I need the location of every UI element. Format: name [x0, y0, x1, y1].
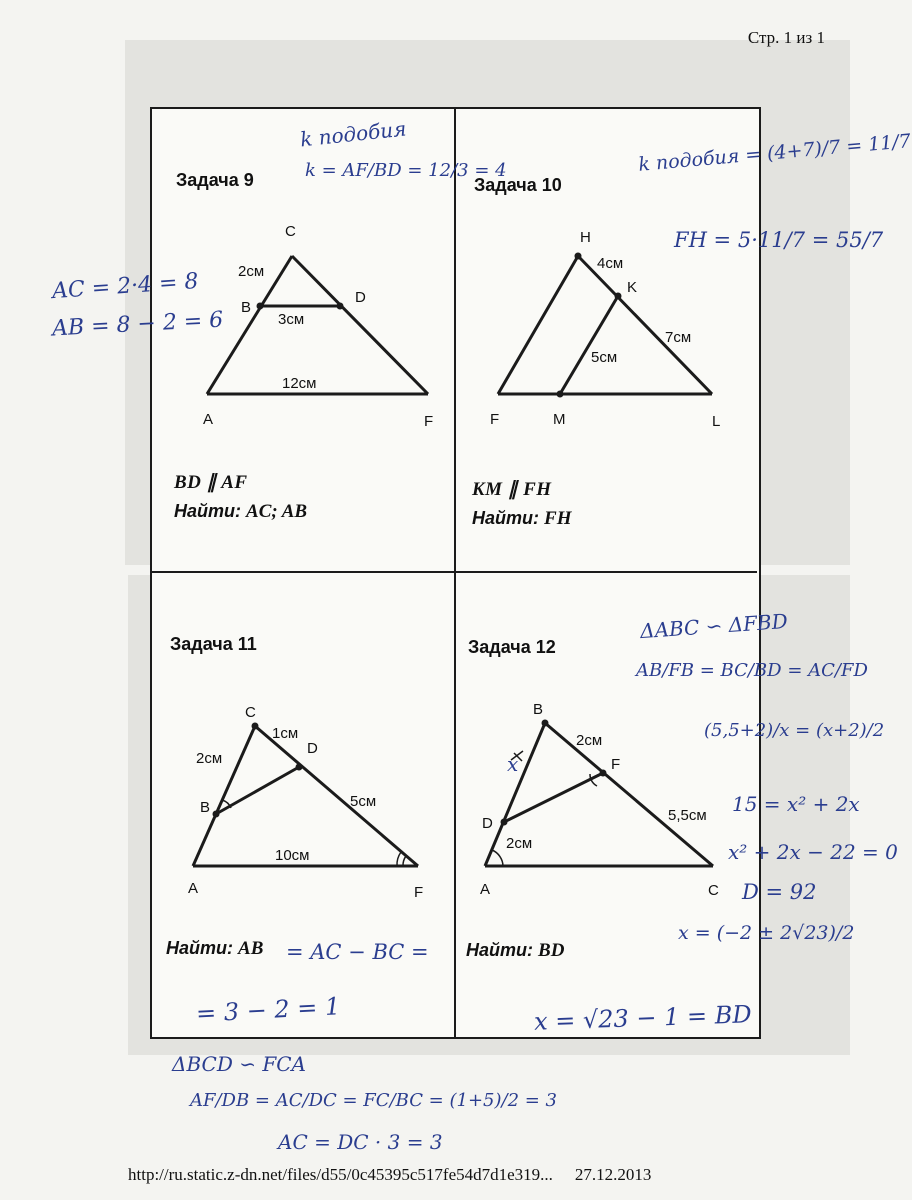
handwritten-note: FH = 5·11/7 = 55/7 [674, 228, 884, 252]
vertex-label: F [414, 884, 424, 901]
handwritten-note: AC = DC · 3 = 3 [278, 1130, 443, 1154]
task-title: Задача 12 [468, 637, 556, 657]
handwritten-note: x = (−2 ± 2√23)/2 [678, 922, 855, 944]
find-value: FH [544, 508, 572, 529]
vertex-label: F [611, 756, 621, 773]
vertex-label: A [480, 881, 491, 898]
handwritten-note: (5,5+2)/x = (x+2)/2 [704, 720, 885, 741]
handwritten-note: AB/FB = BC/BD = AC/FD [636, 660, 868, 681]
vertex-label: D [307, 740, 318, 757]
handwritten-note: = AC − BC = [286, 940, 429, 964]
handwritten-note: = 3 − 2 = 1 [195, 992, 341, 1028]
segment-length: 12см [282, 375, 317, 392]
handwritten-note: x = √23 − 1 = BD [533, 1000, 753, 1036]
handwritten-note: ΔBCD ∽ FCA [172, 1052, 306, 1076]
segment-length: 2см [506, 835, 533, 852]
segment-length: 2см [196, 750, 223, 767]
vertex-label: D [355, 289, 366, 306]
handwritten-note: k подобия = (4+7)/7 = 11/7 [637, 130, 912, 176]
segment-length: 1см [272, 725, 299, 742]
segment-length: 5см [350, 793, 377, 810]
handwritten-note: AB = 8 − 2 = 6 [51, 307, 224, 342]
handwritten-note: x [507, 752, 519, 776]
print-date: 27.12.2013 [574, 1165, 652, 1184]
vertex-label: D [482, 815, 493, 832]
vertex-label: C [245, 704, 256, 721]
handwritten-note: k подобия [299, 116, 408, 152]
handwritten-note: x² + 2x − 22 = 0 [728, 840, 898, 864]
vertex-label: B [533, 701, 544, 718]
segment-length: 10см [275, 847, 310, 864]
page-header: Стр. 1 из 1 [747, 28, 825, 47]
find-label: Найти: [166, 938, 233, 958]
handwritten-note: AC = 2·4 = 8 [51, 268, 200, 305]
segment-length: 5см [591, 349, 618, 366]
handwritten-note: AF/DB = AC/DC = FC/BC = (1+5)/2 = 3 [190, 1090, 558, 1111]
task-title: Задача 11 [170, 634, 257, 654]
find-label: Найти: [174, 501, 241, 521]
task-find [466, 940, 564, 962]
segment-length: 7см [665, 329, 692, 346]
vertex-label: C [285, 223, 296, 240]
vertex-label: L [712, 413, 721, 430]
source-url: http://ru.static.z-dn.net/files/d55/0c45395c517fe54d7d1e319... [128, 1165, 553, 1184]
vertex-label: B [200, 799, 211, 816]
vertex-label: C [708, 882, 719, 899]
task-title: Задача 10 [474, 175, 562, 195]
handwritten-note: D = 92 [742, 880, 817, 904]
segment-length: 4см [597, 255, 624, 272]
segment-length: 2см [238, 263, 265, 280]
handwritten-note: 15 = x² + 2x [732, 792, 860, 816]
vertex-label: A [188, 880, 199, 897]
find-value: AC; AB [246, 501, 308, 522]
handwritten-note: k = AF/BD = 12/3 = 4 [305, 160, 507, 181]
find-label: Найти: [472, 508, 539, 528]
page-footer [128, 1165, 651, 1185]
vertex-label: F [424, 413, 434, 430]
vertex-label: M [553, 411, 566, 428]
find-value: AB [238, 938, 264, 959]
vertex-label: K [627, 279, 638, 296]
vertex-label: F [490, 411, 500, 428]
task-given: BD ∥ AF [174, 472, 248, 493]
segment-length: 2см [576, 732, 603, 749]
segment-length: 5,5см [668, 807, 707, 824]
vertex-label: A [203, 411, 214, 428]
find-label: Найти: [466, 940, 533, 960]
handwritten-note: ΔABC ∽ ΔFBD [639, 608, 789, 644]
find-value: BD [538, 940, 565, 961]
task-given: KM ∥ FH [472, 479, 552, 500]
vertex-label: B [241, 299, 252, 316]
vertex-label: H [580, 229, 591, 246]
segment-length: 3см [278, 311, 305, 328]
task-title: Задача 9 [176, 170, 254, 190]
